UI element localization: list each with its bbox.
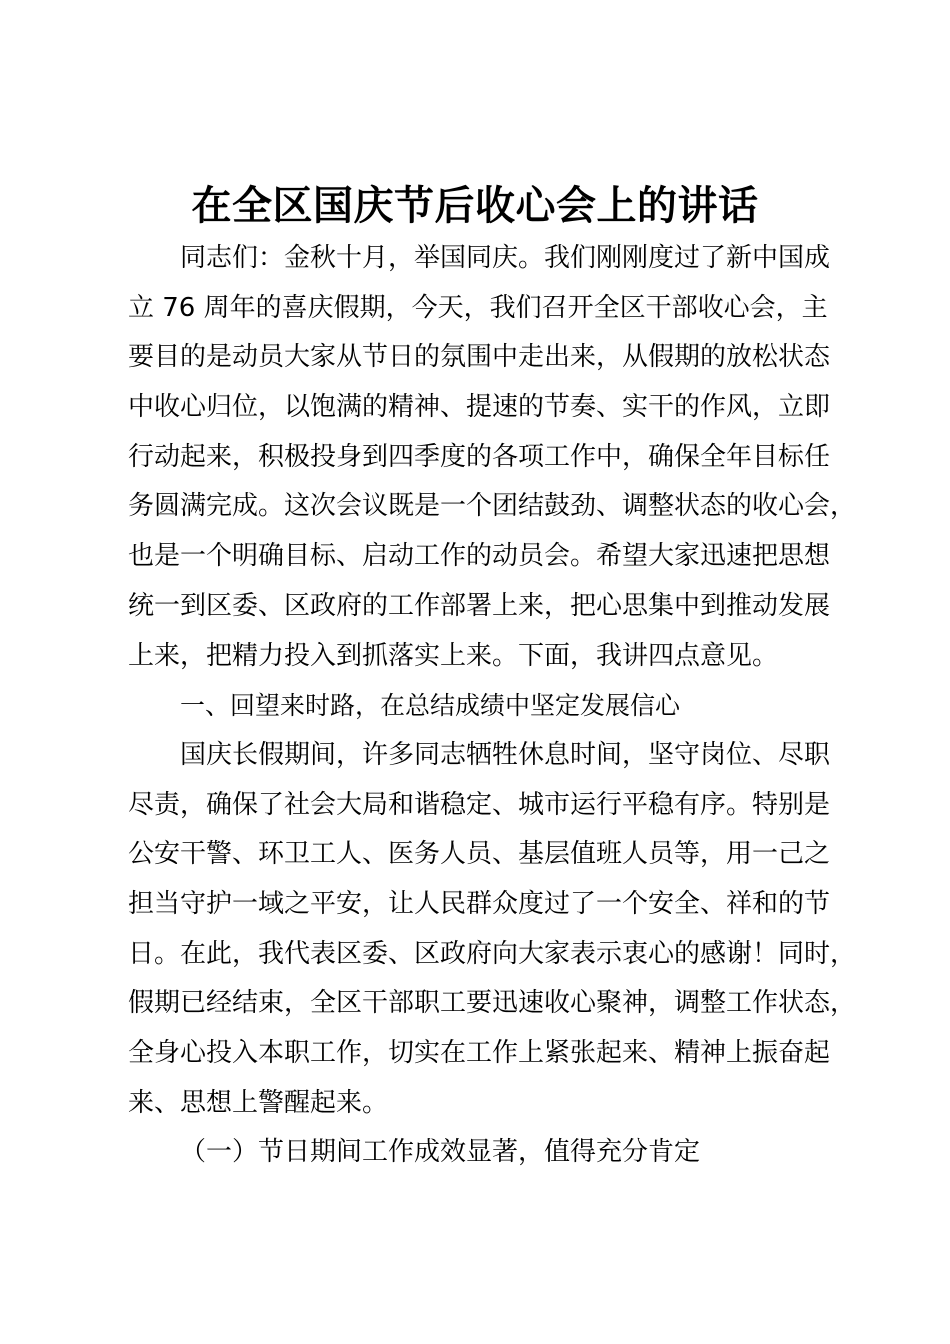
text-line: 尽责，确保了社会大局和谐稳定、城市运行平稳有序。特别是	[128, 789, 831, 820]
document-body	[128, 234, 868, 1178]
text-line: 假期已经结束，全区干部职工要迅速收心聚神，调整工作状态，	[128, 988, 857, 1019]
text-line: 上来，把精力投入到抓落实上来。下面，我讲四点意见。	[128, 640, 779, 671]
text-line: 公安干警、环卫工人、医务人员、基层值班人员等，用一己之	[128, 839, 831, 870]
text-line: 国庆长假期间，许多同志牺牲休息时间，坚守岗位、尽职	[180, 739, 831, 770]
text-line: 日。在此，我代表区委、区政府向大家表示衷心的感谢！同时，	[128, 938, 857, 969]
text-line: 同志们：金秋十月，举国同庆。我们刚刚度过了新中国成	[180, 243, 831, 273]
text-line: 全身心投入本职工作，切实在工作上紧张起来、精神上振奋起	[128, 1038, 831, 1068]
text-line: 担当守护一域之平安，让人民群众度过了一个安全、祥和的节	[128, 888, 831, 919]
text-line: 行动起来，积极投身到四季度的各项工作中，确保全年目标任	[128, 441, 831, 472]
text-line: 也是一个明确目标、启动工作的动员会。希望大家迅速把思想	[128, 541, 831, 572]
text-line: 要目的是动员大家从节日的氛围中走出来，从假期的放松状态	[128, 342, 831, 373]
text-line: 统一到区委、区政府的工作部署上来，把心思集中到推动发展	[128, 590, 831, 621]
text-line: 务圆满完成。这次会议既是一个团结鼓劲、调整状态的收心会，	[128, 491, 857, 522]
text-line: 立 76 周年的喜庆假期，今天，我们召开全区干部收心会，主	[128, 292, 828, 323]
document-title: 在全区国庆节后收心会上的讲话	[191, 183, 759, 229]
text-line: 中收心归位，以饱满的精神、提速的节奏、实干的作风，立即	[128, 392, 831, 423]
text-line: 来、思想上警醒起来。	[128, 1087, 389, 1118]
section-heading: 一、回望来时路，在总结成绩中坚定发展信心	[180, 691, 681, 721]
text-line: （一）节日期间工作成效显著，值得充分肯定	[180, 1137, 701, 1168]
